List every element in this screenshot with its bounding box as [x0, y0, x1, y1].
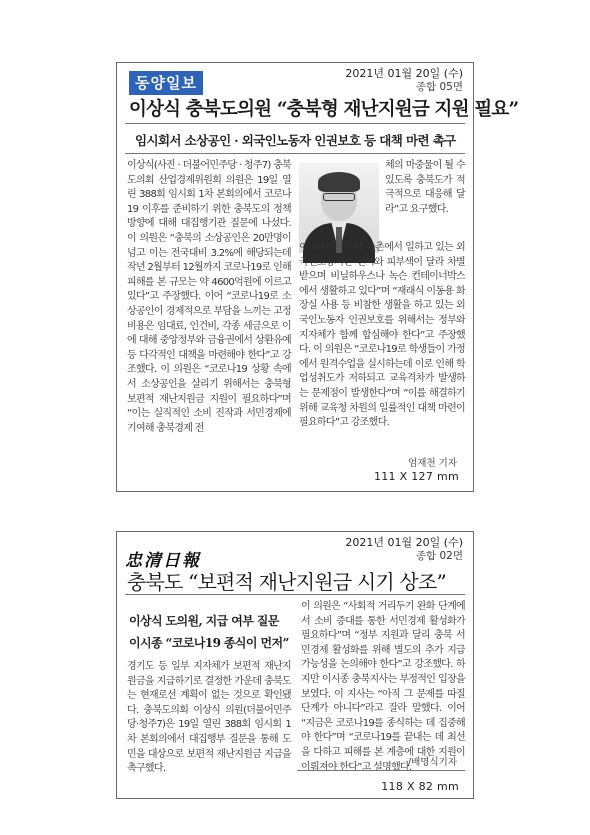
page-label: 종합 02면 — [415, 550, 463, 562]
byline: 엄재천 기자 — [408, 458, 457, 469]
article-column-left: 경기도 등 일부 지자체가 보편적 재난지원금을 지급하기로 결정한 가운데 충북도는 현재로선 계획이 없는 것으로 확인됐다. 충북도의회 이상식 의원(더불어민주당·청주7)은 19일 열린 388회 임시회 1차 본회의에서 대집행부 질문을 통해 도민을 대상으로 보편적 재난지원금 지급을 촉구했다. — [127, 661, 291, 775]
subheadline-1: 이상식 도의원, 지급 여부 질문 — [129, 614, 279, 628]
subheadline: 임시회서 소상공인 · 외국인노동자 인권보호 등 대책 마련 촉구 — [135, 133, 456, 148]
divider — [125, 594, 465, 595]
newspaper-clipping-chungcheong — [116, 531, 474, 799]
article-column-left: 이상식(사진 · 더불어민주당 · 청주7) 충북도의회 산업경제위원회 의원은 19일 열린 388회 임시회 1차 본회의에서 코로나19 이후를 준비하기 위한 충북도의 정책방향에 대해 대집행기관 질문에 나섰다. 이 의원은 “충북의 소상공인은 20만명이 넘고 이는 전국대비 3.2%에 해당되는데 작년 2월부터 12월까지 코로나19로 인해 피해를 본 규모는 약 4600억원에 이르고 있다”고 주장했다. 이어 “코로나19로 소상공인이 경제적으로 부담을 느끼는 고정비용은 임대료, 인건비, 각종 세금으로 이에 대해 중앙정부와 금융권에서 상환유예 등 다각적인 대책을 마련해야 한다”고 강조했다. 이 의원은 “코로나19 상황 속에서 소상공인을 살리기 위해서는 충북형 보편적 재난지원금 지원이 필요하다”며 “이는 실직적인 소비 진작과 서민경제에 기여해 충북경제 전 — [127, 160, 291, 434]
byline: /배명식기자 — [407, 757, 457, 768]
headline: 충북도 “보편적 재난지원금 시기 상조” — [127, 570, 446, 594]
divider — [297, 770, 465, 771]
clip-size: 118 X 82 mm — [381, 780, 459, 793]
portrait-photo — [299, 163, 379, 253]
divider — [125, 153, 465, 154]
newspaper-logo: 忠清日報 — [125, 551, 201, 571]
clip-size: 111 X 127 mm — [373, 470, 459, 483]
clip-date: 2021년 01월 20일 (수) — [345, 67, 463, 80]
divider — [125, 123, 465, 124]
subheadline-2: 이시종 “코로나19 종식이 먼저” — [129, 636, 289, 650]
headline: 이상식 충북도의원 “충북형 재난지원금 지원 필요” — [129, 99, 519, 120]
clip-date: 2021년 01월 20일 (수) — [345, 536, 463, 549]
article-column-right: 이 의원은 “도내 농촌에서 일하고 있는 외국인노동자는 언어와 피부색이 달라 차별받으며 비닐하우스나 녹슨 컨테이너박스에서 생활하고 있다”며 “재래식 이동용 화장실 사용 등 비참한 생활을 하고 있는 외국인노동자 인권보호를 위해서는 정부와 지자체가 함께 합심해야 한다”고 주장했다. 이 의원은 “코로나19로 학생들이 가정에서 원격수업을 실시하는데 이로 인해 학업성취도가 저하되고 교육격차가 발생하는 문제점이 발생한다”며 “이를 해결하기 위해 교육청 차원의 일률적인 대책 마련이 필요하다”고 강조했다. — [299, 242, 465, 429]
newspaper-clipping-dongyang — [116, 62, 519, 492]
article-column-right-top: 체의 마중물이 될 수 있도록 충북도가 적극적으로 대응해 달라”고 요구했다. — [385, 160, 465, 215]
page-label: 종합 05면 — [415, 81, 463, 93]
newspaper-logo: 동양일보 — [129, 71, 203, 95]
article-column-right: 이 의원은 “사회적 거리두기 완화 단계에서 소비 증대를 통한 서민경제 활성화가 필요하다”며 “정부 지원과 달리 충북 서민경제 활성화를 위해 별도의 추가 지급 가능성을 논의해야 한다”고 강조했다. 하지만 이시종 충북지사는 부정적인 입장을 보였다. 이 지사는 “아직 그 문제를 따질 단계가 아니다”라고 잘라 말했다. 이어 “지금은 코로나19를 종식하는 데 집중해야 한다”며 “코로나19를 끝내는 데 최선을 다하고 피해를 본 계층에 대한 지원이 이뤄져야 한다”고 설명했다. — [301, 601, 465, 773]
